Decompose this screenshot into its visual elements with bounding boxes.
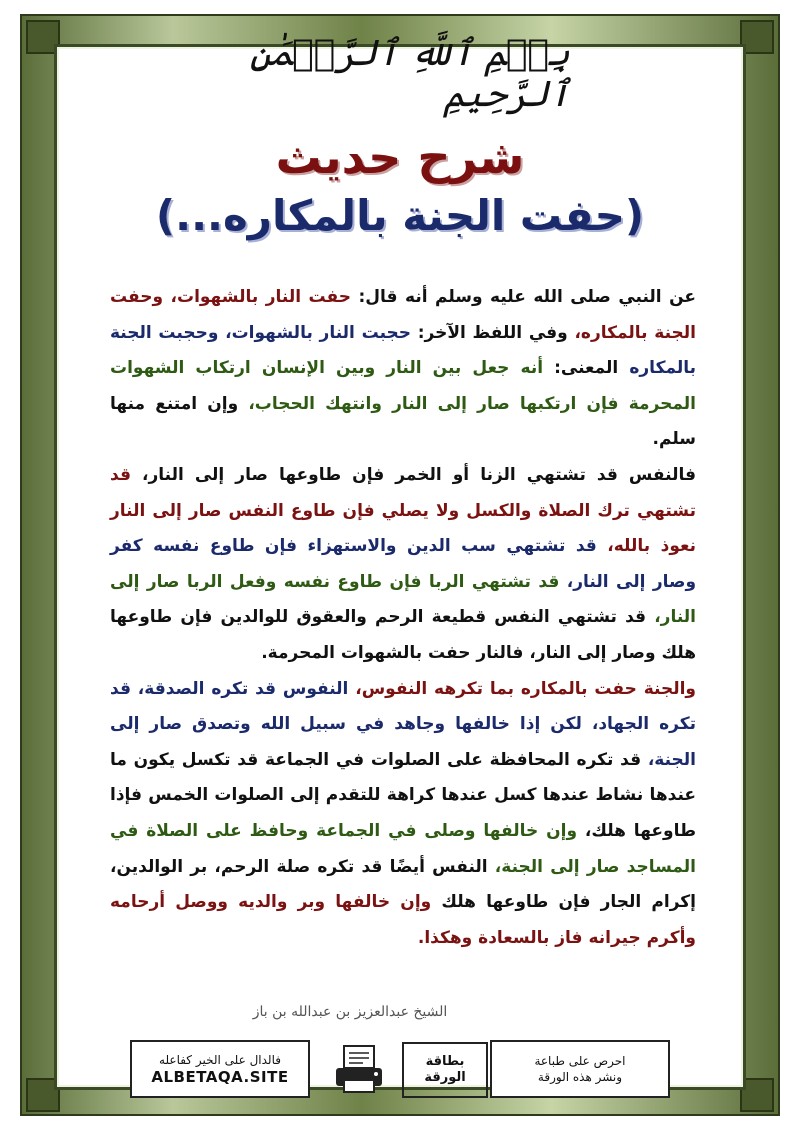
- p1-segment-2: وفي اللفظ الآخر:: [411, 322, 568, 343]
- paragraph-2: [110, 458, 696, 672]
- p2-segment-0: فالنفس قد تشتهي الزنا أو الخمر فإن طاوعها صار إلى النار،: [130, 464, 696, 485]
- p2-segment-3: قد تشتهي الربا فإن طاوع نفسه وفعل الربا صار إلى النار،: [110, 571, 696, 628]
- p1-segment-4: المعنى:: [543, 358, 619, 379]
- p1-segment-6: وإن امتنع منها سلم.: [110, 393, 696, 450]
- p3-segment-3: وإن خالفها وصلى في الجماعة وحافظ على الصلاة في المساجد صار إلى الجنة،: [110, 820, 696, 877]
- p1-segment-0: عن النبي صلى الله عليه وسلم أنه قال:: [351, 287, 697, 307]
- print-note-line-2: ونشر هذه الورقة: [537, 1070, 623, 1084]
- footer-site-box: [130, 1040, 310, 1098]
- p3-segment-0: والجنة حفت بالمكاره بما تكرهه النفوس،: [348, 678, 696, 699]
- p3-segment-5: وإن خالفها وبر والديه ووصل أرحامه وأكرم جيرانه فاز بالسعادة وهكذا.: [110, 892, 696, 948]
- paragraph-3: [110, 672, 696, 957]
- logo-line-2: الورقة: [424, 1070, 466, 1085]
- bismillah-text: بِسۡمِ ٱللَّهِ ٱلرَّحۡمَٰنِ ٱلرَّحِيمِ: [249, 33, 570, 115]
- p1-segment-3: حجبت النار بالشهوات، وحجبت الجنة بالمكاره: [110, 322, 696, 379]
- p1-segment-1: حفت النار بالشهوات، وحفت الجنة بالمكاره،: [110, 287, 696, 343]
- p2-segment-1: قد تشتهي ترك الصلاة والكسل ولا يصلي فإن طاوع النفس صار إلى النار نعوذ بالله،: [110, 464, 696, 557]
- author-attribution: الشيخ عبدالعزيز بن عبدالله بن باز: [252, 1004, 448, 1020]
- footer-print-note: [490, 1040, 670, 1098]
- footer-site-link[interactable]: ALBETAQA.SITE: [151, 1068, 289, 1086]
- paragraph-1: [110, 280, 696, 458]
- logo-line-1: بطاقة: [425, 1054, 465, 1069]
- footer-saying: فالدال على الخير كفاعله: [159, 1053, 281, 1067]
- p3-segment-2: قد تكره المحافظة على الصلوات في الجماعة قد تكسل يكون ما عندها نشاط عندها كسل عندها كراهة للتقدم إلى الصلوات الخمس فإذا طاوعها هلك،: [110, 749, 696, 841]
- footer-bar: [130, 1040, 670, 1100]
- p3-segment-1: النفوس قد تكره الصدقة، قد تكره الجهاد، لكن إذا خالفها وجاهد في سبيل الله وتصدق صار إلى الجنة،: [110, 678, 697, 770]
- page-title: [70, 128, 730, 246]
- p1-segment-5: أنه جعل بين النار وبين الإنسان ارتكاب الشهوات المحرمة فإن ارتكبها صار إلى النار وانتهك الحجاب،: [110, 358, 697, 414]
- hadith-explanation: [110, 280, 696, 956]
- printer-icon: [330, 1040, 390, 1098]
- title-line-1: شرح حديث: [275, 130, 525, 184]
- bismillah-calligraphy: [230, 34, 570, 114]
- albetaqa-logo: [402, 1042, 488, 1098]
- p3-segment-4: النفس أيضًا قد تكره صلة الرحم، بر الوالدين، إكرام الجار فإن طاوعها هلك: [110, 856, 696, 913]
- title-line-2: (حفت الجنة بالمكاره...): [155, 191, 645, 240]
- p2-segment-4: قد تشتهي النفس قطيعة الرحم والعقوق للوالدين فإن طاوعها هلك وصار إلى النار، فالنار حفت بالشهوات المحرمة.: [110, 607, 696, 663]
- print-note-line-1: احرص على طباعة: [534, 1054, 626, 1068]
- p2-segment-2: قد تشتهي سب الدين والاستهزاء فإن طاوع نفسه كفر وصار إلى النار،: [110, 536, 697, 592]
